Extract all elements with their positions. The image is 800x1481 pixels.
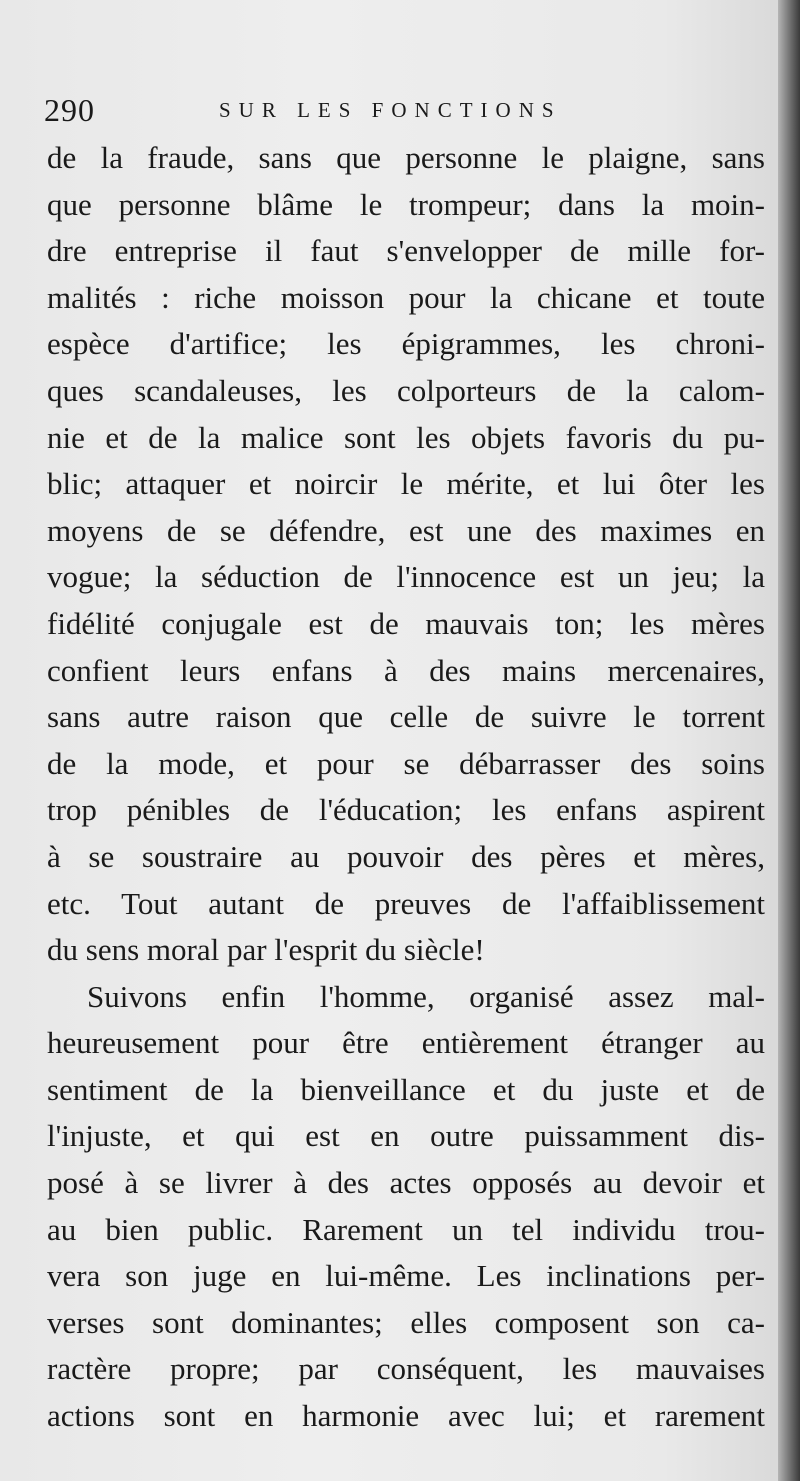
- text-line: heureusement pour être entièrement étranger au: [47, 1025, 765, 1061]
- text-line: de la mode, et pour se débarrasser des soins: [47, 745, 765, 781]
- text-line: actions sont en harmonie avec lui; et rarement: [47, 1398, 765, 1434]
- text-line: espèce d'artifice; les épigrammes, les chroni-: [47, 326, 765, 362]
- text-line: ractère propre; par conséquent, les mauvaises: [47, 1351, 765, 1387]
- text-line: confient leurs enfans à des mains mercenaires,: [47, 652, 765, 688]
- text-line: moyens de se défendre, est une des maximes en: [47, 512, 765, 548]
- page-header: [44, 90, 764, 130]
- text-line: que personne blâme le trompeur; dans la moin-: [47, 186, 765, 222]
- text-line: malités : riche moisson pour la chicane et toute: [47, 279, 765, 315]
- text-line: posé à se livrer à des actes opposés au devoir et: [47, 1165, 765, 1201]
- text-line: sentiment de la bienveillance et du juste et de: [47, 1071, 765, 1107]
- text-line: fidélité conjugale est de mauvais ton; les mères: [47, 605, 765, 641]
- page-number: 290: [44, 92, 95, 128]
- text-line: au bien public. Rarement un tel individu trou-: [47, 1211, 765, 1247]
- text-line: dre entreprise il faut s'envelopper de mille for-: [47, 233, 765, 269]
- text-line: blic; attaquer et noircir le mérite, et lui ôter les: [47, 466, 765, 502]
- text-line: ques scandaleuses, les colporteurs de la calom-: [47, 372, 765, 408]
- text-line: verses sont dominantes; elles composent son ca-: [47, 1304, 765, 1340]
- running-title: SUR LES FONCTIONS: [219, 98, 562, 122]
- text-line: etc. Tout autant de preuves de l'affaiblissement: [47, 885, 765, 921]
- text-line: vera son juge en lui-même. Les inclinations per-: [47, 1258, 765, 1294]
- text-line: vogue; la séduction de l'innocence est un jeu; la: [47, 559, 765, 595]
- text-line: sans autre raison que celle de suivre le torrent: [47, 699, 765, 735]
- page-spine-shadow: [778, 0, 800, 1481]
- paragraph-start-line: Suivons enfin l'homme, organisé assez mal-: [87, 978, 765, 1014]
- body-text: [47, 135, 765, 1440]
- text-line: de la fraude, sans que personne le plaigne, sans: [47, 140, 765, 175]
- text-line: trop pénibles de l'éducation; les enfans aspirent: [47, 792, 765, 828]
- text-line: à se soustraire au pouvoir des pères et mères,: [47, 838, 765, 874]
- text-line: l'injuste, et qui est en outre puissamment dis-: [47, 1118, 765, 1154]
- text-line: nie et de la malice sont les objets favoris du pu-: [47, 419, 765, 455]
- paragraph-end-line: du sens moral par l'esprit du siècle!: [47, 932, 485, 968]
